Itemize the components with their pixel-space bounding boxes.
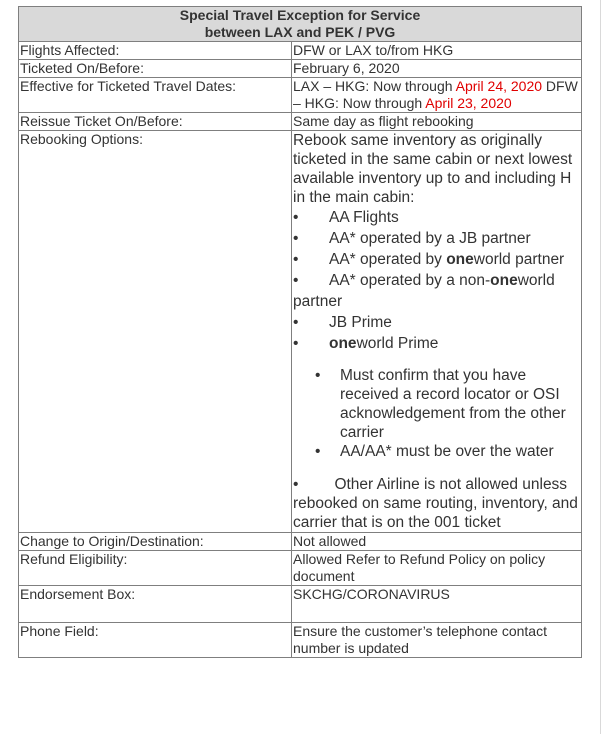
page-edge-divider bbox=[600, 0, 601, 734]
row-value-reissue: Same day as flight rebooking bbox=[292, 113, 582, 131]
rebooking-item-oneworld-prime-c: world Prime bbox=[356, 335, 439, 352]
bullet-icon: • bbox=[293, 335, 299, 352]
other-airline-text: Other Airline is not allowed unless rebooked on same routing, inventory, and carrier that is on the 001 ticket bbox=[293, 476, 578, 531]
bullet-icon: • bbox=[315, 443, 321, 460]
row-value-rebooking bbox=[292, 131, 582, 533]
effective-date-dfw: April 23, 2020 bbox=[425, 95, 512, 111]
bullet-icon: • bbox=[293, 476, 299, 493]
list-item bbox=[293, 366, 580, 442]
rebooking-prime-list bbox=[293, 312, 580, 354]
rebooking-item-jb-partner: AA* operated by a JB partner bbox=[329, 230, 531, 247]
list-item bbox=[293, 249, 580, 270]
table-row bbox=[19, 60, 582, 78]
row-label-reissue: Reissue Ticket On/Before: bbox=[19, 113, 292, 131]
table-row bbox=[19, 551, 582, 586]
effective-text-lax: LAX – HKG: Now through bbox=[293, 78, 456, 94]
rebooking-intro: Rebook same inventory as originally ticketed in the same cabin or next lowest available inventory up to and including H in the main cabin: bbox=[293, 132, 573, 206]
row-value-effective-dates bbox=[292, 78, 582, 113]
bullet-icon: • bbox=[315, 367, 321, 384]
table-row bbox=[19, 113, 582, 131]
bullet-icon: • bbox=[293, 272, 299, 289]
row-value-flights-affected: DFW or LAX to/from HKG bbox=[292, 42, 582, 60]
bullet-icon: • bbox=[293, 314, 299, 331]
row-label-ticketed-on-before: Ticketed On/Before: bbox=[19, 60, 292, 78]
table-row bbox=[19, 131, 582, 533]
rebooking-item-oneworld-a: AA* operated by bbox=[329, 251, 447, 268]
rebooking-item-oneworld-prime-b: one bbox=[329, 335, 357, 352]
rebooking-item-oneworld-b: one bbox=[446, 251, 474, 268]
bullet-icon: • bbox=[293, 230, 299, 247]
row-value-refund: Allowed Refer to Refund Policy on policy document bbox=[292, 551, 582, 586]
rebooking-other-airline bbox=[293, 475, 580, 532]
table-row bbox=[19, 42, 582, 60]
rebooking-options-list bbox=[293, 207, 580, 291]
bullet-icon: • bbox=[293, 251, 299, 268]
sub-item-over-water: AA/AA* must be over the water bbox=[340, 443, 554, 460]
bullet-icon: • bbox=[293, 209, 299, 226]
table-row bbox=[19, 78, 582, 113]
sub-item-confirm-record-locator: Must confirm that you have received a record locator or OSI acknowledgement from the other carrier bbox=[340, 367, 566, 441]
rebooking-item-non-oneworld-b: one bbox=[490, 272, 518, 289]
travel-exception-table bbox=[18, 6, 582, 658]
effective-text-dfw: DFW – HKG: Now through bbox=[293, 78, 578, 111]
row-value-phone: Ensure the customer’s telephone contact number is updated bbox=[292, 623, 582, 658]
table-row bbox=[19, 533, 582, 551]
rebooking-item-non-oneworld-a: AA* operated by a non- bbox=[329, 272, 491, 289]
effective-date-lax: April 24, 2020 bbox=[455, 78, 543, 94]
table-row bbox=[19, 623, 582, 658]
list-item bbox=[293, 270, 580, 291]
table-header-row bbox=[19, 7, 582, 42]
list-item bbox=[293, 228, 580, 249]
row-value-origin-destination: Not allowed bbox=[292, 533, 582, 551]
title-line-1: Special Travel Exception for Service bbox=[179, 7, 421, 23]
rebooking-item-non-oneworld-d: partner bbox=[293, 293, 343, 310]
table-title bbox=[19, 7, 582, 42]
row-value-endorsement: SKCHG/CORONAVIRUS bbox=[292, 586, 582, 623]
list-item bbox=[293, 333, 580, 354]
row-label-rebooking: Rebooking Options: bbox=[19, 131, 292, 533]
row-label-phone: Phone Field: bbox=[19, 623, 292, 658]
rebooking-item-aa-flights: AA Flights bbox=[329, 209, 399, 226]
row-label-origin-destination: Change to Origin/Destination: bbox=[19, 533, 292, 551]
row-label-endorsement: Endorsement Box: bbox=[19, 586, 292, 623]
rebooking-sub-list bbox=[293, 366, 580, 461]
rebooking-item-oneworld-c: world partner bbox=[473, 251, 565, 268]
row-value-ticketed-on-before: February 6, 2020 bbox=[292, 60, 582, 78]
table-row bbox=[19, 586, 582, 623]
rebooking-item-non-oneworld-c: world bbox=[517, 272, 555, 289]
list-item bbox=[293, 312, 580, 333]
row-label-effective-dates: Effective for Ticketed Travel Dates: bbox=[19, 78, 292, 113]
row-label-flights-affected: Flights Affected: bbox=[19, 42, 292, 60]
list-item bbox=[293, 442, 580, 461]
title-line-2: between LAX and PEK / PVG bbox=[204, 24, 396, 40]
row-label-refund: Refund Eligibility: bbox=[19, 551, 292, 586]
list-item bbox=[293, 207, 580, 228]
rebooking-item-jb-prime: JB Prime bbox=[329, 314, 392, 331]
